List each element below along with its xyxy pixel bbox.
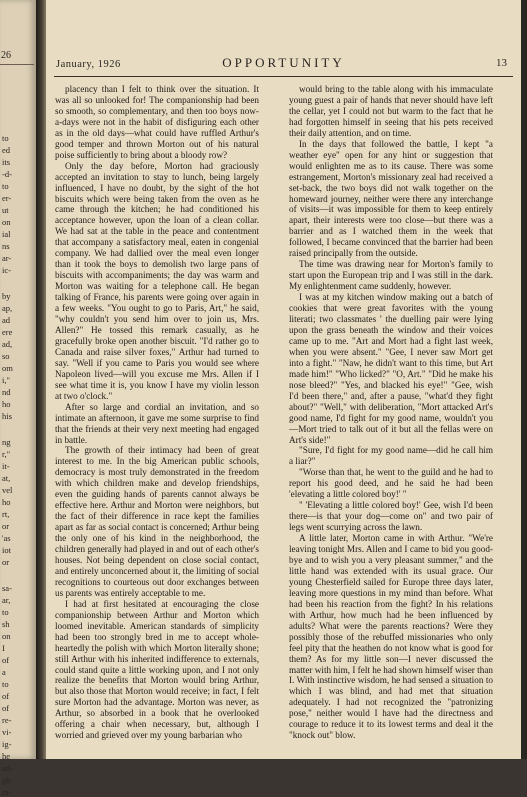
paragraph: The time was drawing near for Morton's family to start upon the European trip and I was still in the dark. My enlightenment came suddenly, however. <box>289 259 493 292</box>
previous-page-fragment: ho <box>2 399 11 409</box>
previous-page-fragment: re- <box>2 715 12 725</box>
previous-page-fragment: ed <box>2 145 11 155</box>
left-column <box>55 84 259 741</box>
paragraph: "Sure, I'd fight for my good name—did he call him a liar?" <box>289 445 493 467</box>
previous-page-fragment: sh <box>2 619 10 629</box>
previous-page-fragment: a <box>2 667 6 677</box>
previous-page-fragment: vi- <box>2 727 12 737</box>
previous-page-fragment: iot <box>2 545 11 555</box>
previous-page-fragment: 'as <box>2 533 11 543</box>
paragraph: "Worse than that, he went to the guild and he had to report his good deed, and he said he had been 'elevating a little colored boy!' " <box>289 467 493 500</box>
previous-page-fragment: at, <box>2 473 11 483</box>
previous-page-fragment: ng <box>2 437 11 447</box>
previous-page-fragment: ar, <box>2 595 11 605</box>
previous-page-fragment: ial <box>2 229 11 239</box>
paragraph: The growth of their intimacy had been of great interest to me. In the big American public schools, democracy is most truly demonstrated in the freedom with which children make and develop friendships, even the guiding hands of parents cannot always be effective here. Arthur and Morton were neighbors, but the fact of their difference in race kept the families apart as far as social contact is concerned; Arthur being the only one of his kind in the neighborhood, the children generally had played in and out of each other's houses. Not being dependent on close social contact, and entirely unconcerned about it, the limiting of social recognitions to courteous out door exchanges between us parents was entirely acceptable to me. <box>55 445 259 598</box>
previous-page-fragment: of <box>2 703 10 713</box>
page-number: 13 <box>496 57 507 69</box>
previous-page-fragment: of <box>2 655 10 665</box>
issue-date: January, 1926 <box>56 59 121 70</box>
paragraph: would bring to the table along with his immaculate young guest a pair of hands that never should have left the cellar, yet I could not but warm to the fact that he had forgotten himself in seeing that his pets received their daily attention, and on time. <box>289 84 493 138</box>
previous-page-fragment: ad- <box>2 763 13 773</box>
paragraph: A little later, Morton came in with Arthur. "We're leaving tonight Mrs. Allen and I came to bid you good-bye and to wish you a very pleasant summer," and the little hand was extended with its usual grace. Our young Chesterfield sailed for Europe three days later, leaving more questions in my mind than before. What had been his reaction from the fight? In his relations with Arthur, how much had he been influenced by adults? What were the parents reactions? Were they possibly those of the rebuffed missionaries who only feel pity that the heathen do not know what is good for them? As for my little son—I never discussed the matter with him, I felt he had shown himself wiser than I. With instinctive wisdom, he had sensed a situation to which I was blind, and had met that situation adequately. I had not recognized the "patronizing pose," neither would I have had the directness and courage to reduce it to its lowest terms and deal it the "knock out" blow. <box>289 533 493 741</box>
previous-page-fragment: it- <box>2 461 10 471</box>
previous-page-fragment: ad <box>2 315 11 325</box>
magazine-page <box>46 0 521 759</box>
previous-page-fragment: ap, <box>2 303 13 313</box>
paragraph: " 'Elevating a little colored boy!' Gee, wish I'd been there—is that your dog—come on" and two pair of legs went scurrying across the lawn. <box>289 500 493 533</box>
previous-page-fragment: his <box>2 411 12 421</box>
previous-page-fragment: to <box>2 607 9 617</box>
previous-page-fragment: its <box>2 157 11 167</box>
paragraph: I had at first hesitated at encouraging the close companionship between Arthur and Morton which loomed inevitable. American standards of simplicity had been too strongly bred in me to accept whole-heartedly the polish with which Morton literally shone; still Arthur with his inherited indifference to externals, could stand quite a little working upon, and I not only realize the benefits that Morton would bring Arthur, but also those that Morton would receive; in fact, I felt sure Morton had the advantage. Morton was never, as Arthur, so absorbed in a book that he overlooked offering a chair when necessary, but, although I worried and grieved over my young barbarian who <box>55 598 259 741</box>
previous-page-fragment: i," <box>2 375 10 385</box>
previous-page-fragment: ere <box>2 327 13 337</box>
previous-page-fragment: he <box>2 751 11 761</box>
paragraph: After so large and cordial an invitation, and so intimate an afternoon, it gave me some surprise to find that the friends at their very next meeting had engaged in battle. <box>55 401 259 445</box>
previous-page-fragment: ig- <box>2 739 12 749</box>
previous-page-fragment: ho <box>2 497 11 507</box>
paragraph: In the days that followed the battle, I kept "a weather eye" open for any hint or suggestion that would enlighten me as to its cause. There was some estrangement, Morton's missionary zeal had received a set-back, the two boys did not walk together on the homeward journey, neither were there any interchange of visits—it was impossible for them to keep entirely apart, their interests were too close—but there was a barrier and as I watched them in the week that followed, I became convinced that the barrier had been raised principally from the outside. <box>289 138 493 259</box>
book-gutter <box>36 0 46 759</box>
previous-page-fragment: so <box>2 351 10 361</box>
previous-page-fragment: to <box>2 181 9 191</box>
previous-page-header-rule <box>0 64 34 65</box>
previous-page-fragment: on <box>2 217 11 227</box>
previous-page-fragment: I <box>2 643 5 653</box>
paragraph: placency than I felt to think over the situation. It was all so unlooked for! The companionship had been so smooth, so complementary, and then too boys now-a-days were not in the habit of disfiguring each other as in the old days—what could have ruffled Arthur's good temper and thrown Morton out of his natural poise sufficiently to bring about a bloody row? <box>55 84 259 160</box>
paragraph: Only the day before, Morton had graciously accepted an invitation to stay to lunch, being largely influenced, I have no doubt, by the sight of the hot biscuits which were being taken from the oven as he came through the kitchen; he had conditioned his acceptance however, upon the loan of a clean collar. We had sat at the table in the peace and contentment that accompany a satisfactory meal, eaten in congenial company. We had dallied over the meal even longer than it took the boys to demolish two large pans of biscuits with accompaniments; the day was warm and Morton was waiting for a telephone call. He began talking of France, his parents were going over again in a few weeks. "You ought to go to Paris, Art," he said, "why couldn't you send him over to join us, Mrs. Allen?" He tossed this remark casually, as he gracefully broke open another biscuit. "I'd rather go to Canada and raise silver foxes," Arthur had turned to say. "Well if you came to Paris you would see where Napoleon lived—will you excuse me Mrs. Allen if I see what time it is, you know I have my violin lesson at two o'clock." <box>55 160 259 401</box>
header-rule <box>54 76 513 77</box>
previous-page-fragment: ut <box>2 205 9 215</box>
previous-page-fragment: on <box>2 631 11 641</box>
previous-page-fragment: by <box>2 291 11 301</box>
previous-page-fragment: sa- <box>2 583 12 593</box>
previous-page-fragment: er- <box>2 193 12 203</box>
previous-page-fragment: ns <box>2 241 10 251</box>
previous-page-edge <box>0 0 36 797</box>
paragraph: I was at my kitchen window making out a batch of cookies that were great favorites with the young literati; two classmates ' the duelling pair were lying upon the grass beneath the window and their voices came up to me. "Art and Mort had a fight last week, when you were absent." "Gee, I never saw Mort get into a fight." "Naw, he didn't want to this time, but Art made him!" "Who licked?" "O, Art." "Did he make his nose bleed?" "Yes, and blacked his eye!" "Gee, wish I'd been there," and, after a pause, "what'd they fight about?" "Well," with deliberation, "Mort attacked Art's good name, I'd fight for my good name, wouldn't you—Mort tried to talk out of it but all the fellas were on Art's side!" <box>289 292 493 445</box>
right-column <box>289 84 493 741</box>
previous-page-fragment: to <box>2 679 9 689</box>
previous-page-fragment: r," <box>2 449 11 459</box>
previous-page-number: 26 <box>1 50 11 61</box>
previous-page-fragment: to <box>2 133 9 143</box>
previous-page-fragment: om <box>2 363 13 373</box>
previous-page-fragment: ad, <box>2 339 13 349</box>
previous-page-fragment: ar- <box>2 253 12 263</box>
previous-page-fragment: vel <box>2 485 13 495</box>
previous-page-fragment: rt, <box>2 509 10 519</box>
previous-page-fragment: m- <box>2 787 12 797</box>
previous-page-fragment: nd <box>2 387 11 397</box>
previous-page-fragment: or <box>2 557 10 567</box>
magazine-title: OPPORTUNITY <box>222 55 345 70</box>
previous-page-fragment: -d- <box>2 169 12 179</box>
previous-page-fragment: or <box>2 521 10 531</box>
right-page-edge <box>521 0 527 759</box>
previous-page-fragment: ic- <box>2 265 11 275</box>
previous-page-fragment: of <box>2 691 10 701</box>
previous-page-fragment: gh <box>2 775 11 785</box>
